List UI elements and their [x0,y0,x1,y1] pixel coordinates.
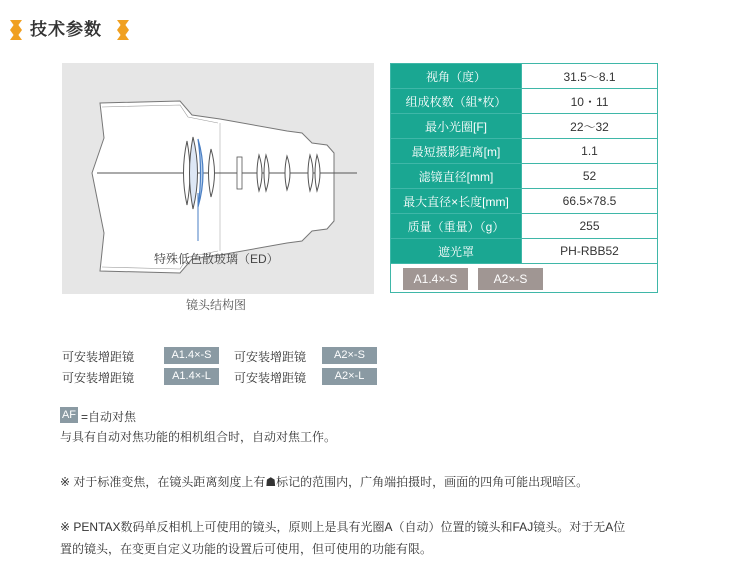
compat-label: 可安装增距镜 [234,371,307,385]
spec-label: 最大直径×长度[mm] [391,189,522,214]
ed-glass-label: 特殊低色散玻璃（ED） [154,252,279,266]
compat-label: 可安装增距镜 [234,350,307,364]
teleconverter-tag[interactable]: A2×-S [478,268,543,290]
teleconverter-badge: A2×-L [322,368,377,385]
spec-value: 10・11 [522,89,658,114]
teleconverter-row [391,264,658,293]
header-decoration-right [117,20,129,40]
spec-row [391,64,658,89]
spec-row [391,114,658,139]
af-label: =自动对焦 [81,410,137,424]
spec-value: 22～32 [522,114,658,139]
teleconverter-badge: A2×-S [322,347,377,364]
spec-value: 52 [522,164,658,189]
note-vignetting: ※ 对于标准变焦，在镜头距离刻度上有☗标记的范围内，广角端拍摄时，画面的四角可能出现暗区。 [60,475,589,489]
spec-row [391,214,658,239]
spec-label: 遮光罩 [391,239,522,264]
spec-value: PH-RBB52 [522,239,658,264]
teleconverter-cell [391,264,658,293]
header-decoration-left [10,20,22,40]
spec-row [391,189,658,214]
af-description: 与具有自动对焦功能的相机组合时，自动对焦工作。 [60,430,337,444]
teleconverter-badge: A1.4×-L [164,368,219,385]
spec-label: 组成枚数（組*枚） [391,89,522,114]
teleconverter-tag[interactable]: A1.4×-S [403,268,468,290]
spec-row [391,139,658,164]
spec-value: 1.1 [522,139,658,164]
af-badge: AF [61,409,77,421]
spec-row [391,89,658,114]
spec-label: 视角（度） [391,64,522,89]
teleconverter-badge: A1.4×-S [164,347,219,364]
spec-table [390,63,658,293]
compat-label: 可安装增距镜 [62,371,135,385]
spec-label: 质量（重量）（g） [391,214,522,239]
spec-value: 31.5～8.1 [522,64,658,89]
diagram-caption: 镜头结构图 [186,298,247,312]
section-title: 技术参数 [30,20,102,39]
spec-label: 滤镜直径[mm] [391,164,522,189]
spec-row [391,164,658,189]
section-header [10,18,170,42]
lens-structure-diagram [62,63,374,294]
spec-label: 最短摄影距离[m] [391,139,522,164]
spec-row [391,239,658,264]
spec-value: 255 [522,214,658,239]
spec-label: 最小光圈[F] [391,114,522,139]
spec-value: 66.5×78.5 [522,189,658,214]
compat-label: 可安装增距镜 [62,350,135,364]
note-compatibility-line1: ※ PENTAX数码单反相机上可使用的镜头，原则上是具有光圈A（自动）位置的镜头和FAJ镜头。对于无A位 [60,520,626,534]
note-compatibility-line2: 置的镜头，在变更自定义功能的设置后可使用，但可使用的功能有限。 [60,542,433,556]
